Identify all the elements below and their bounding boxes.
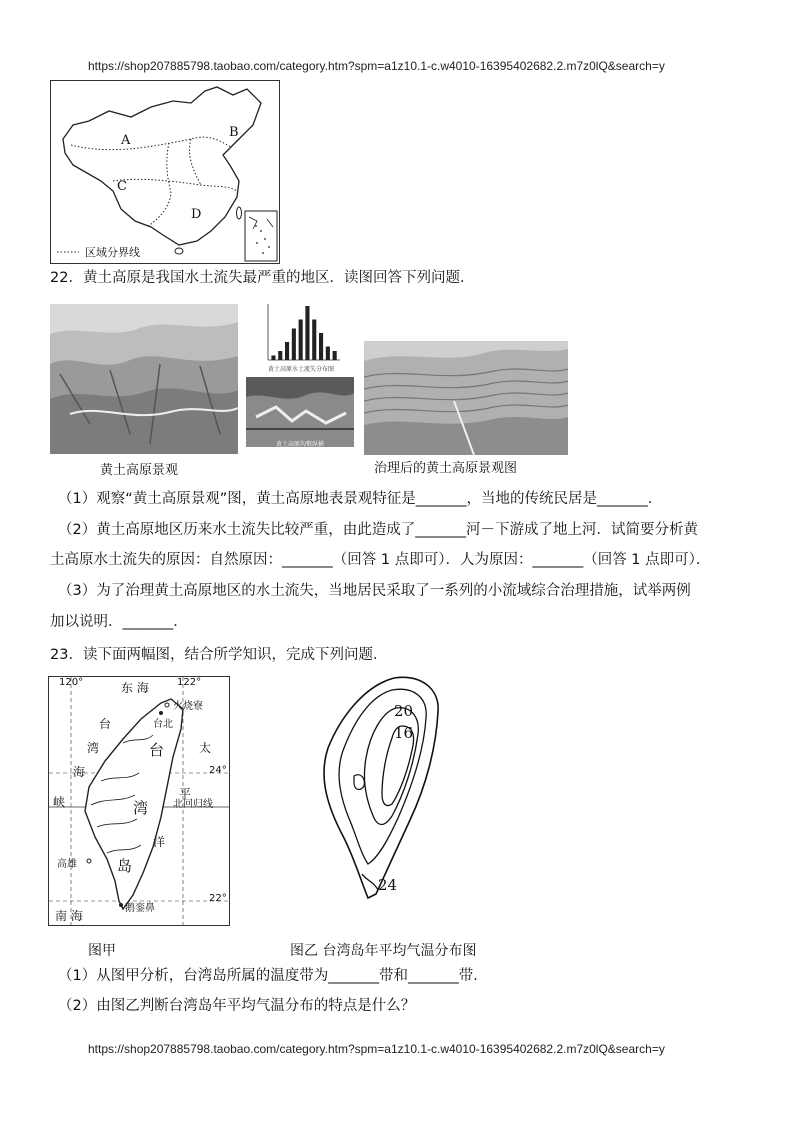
lon-122-label: 122°: [177, 677, 202, 688]
island-char-2: 湾: [133, 799, 149, 817]
lat-24-label: 24°: [209, 765, 227, 776]
treated-landscape-photo: [364, 341, 568, 455]
header-url: https://shop207885798.taobao.com/category.htm?spm=a1z10.1-c.w4010-16395402682.2.m7z0lQ&search=y: [88, 59, 665, 73]
south-china-sea-label: 南 海: [55, 909, 83, 923]
ocean-char-3: 洋: [153, 835, 166, 849]
coastline: [324, 677, 438, 898]
q23-stem: 23．读下面两幅图，结合所学知识，完成下列问题．: [50, 647, 388, 663]
q22-part3-line1: （3）为了治理黄土高原地区的水土流失，当地居民采取了一系列的小流域综合治理措施，试举两例: [58, 583, 691, 599]
map-legend-label: 区域分界线: [85, 246, 140, 259]
taiwan-island: [237, 207, 242, 219]
region-boundary: [71, 137, 231, 150]
ocean-char-2: 平: [179, 787, 192, 801]
chart-bar: [271, 356, 275, 361]
loess-landscape-photo: [50, 304, 238, 454]
q22-part3-line2: 加以说明．_______．: [50, 614, 188, 630]
lat-22-label: 22°: [209, 893, 227, 904]
region-boundary: [189, 139, 201, 185]
hainan-island: [175, 248, 183, 254]
city-dot-huoshaoliao: [165, 703, 169, 707]
tropic-label: 北回归线: [173, 799, 213, 810]
isotherm-label-16: 16: [394, 724, 414, 742]
city-label-kaohsiung: 高雄: [57, 859, 77, 870]
region-label-a: A: [121, 133, 131, 148]
region-label-c: C: [117, 179, 127, 194]
china-outline: [63, 87, 261, 245]
island-char-3: 岛: [117, 857, 133, 875]
ocean-char-1: 太: [199, 741, 212, 755]
strait-char-1: 台: [99, 717, 112, 731]
chart-bar: [299, 320, 303, 361]
chart-bar: [319, 333, 323, 360]
region-label-b: B: [229, 125, 239, 140]
chart-bar: [278, 351, 282, 360]
region-label-d: D: [191, 207, 202, 222]
gully-caption: 黄土高原沟壑纵横: [276, 441, 325, 447]
erosion-chart: [254, 298, 344, 374]
footer-url: https://shop207885798.taobao.com/category.htm?spm=a1z10.1-c.w4010-16395402682.2.m7z0lQ&search=y: [88, 1042, 665, 1056]
strait-char-4: 峡: [53, 795, 66, 809]
fig-a-caption: 图甲: [88, 943, 116, 959]
q22-part2-line2: 土高原水土流失的原因：自然原因：_______（回答 1 点即可）．人为原因：_______（回答 1 点即可）．: [50, 552, 711, 568]
city-label-huoshaoliao: 火烧寮: [173, 701, 203, 712]
lon-120-label: 120°: [59, 677, 84, 688]
region-boundary: [147, 143, 171, 227]
taiwan-isotherm-map: [308, 668, 468, 908]
city-label-taipei: 台北: [153, 719, 173, 730]
chart-bar: [333, 351, 337, 360]
gully-photo: [246, 377, 354, 447]
taiwan-map-a: [48, 676, 230, 926]
isotherm-small-loop: [354, 775, 364, 790]
region-boundary: [113, 179, 237, 191]
city-label-eluanbi: 鹅銮鼻: [125, 903, 155, 914]
chart-bar: [312, 320, 316, 361]
chart-bar: [326, 347, 330, 361]
south-sea-islands: [255, 225, 270, 254]
island-char-1: 台: [149, 741, 165, 759]
chart-bar: [305, 306, 309, 360]
isotherm-label-20: 20: [394, 702, 414, 720]
q22-part1: （1）观察“黄土高原景观”图，黄土高原地表景观特征是_______，当地的传统民居是_______．: [58, 491, 663, 507]
china-region-map: [50, 80, 280, 264]
q22-stem: 22．黄土高原是我国水土流失最严重的地区．读图回答下列问题．: [50, 270, 475, 286]
strait-char-3: 海: [73, 765, 86, 779]
city-dot-eluanbi: [119, 903, 123, 907]
chart-bar: [292, 329, 296, 361]
q23-part1: （1）从图甲分析，台湾岛所属的温度带为_______带和_______带．: [58, 968, 488, 984]
fig1-caption: 黄土高原景观: [100, 463, 179, 478]
q22-part2-line1: （2）黄土高原地区历来水土流失比较严重，由此造成了_______河－下游成了地上河．试简要分析黄: [58, 522, 698, 538]
fig3-caption: 治理后的黄土高原景观图: [374, 461, 518, 476]
east-china-sea-label: 东 海: [121, 681, 149, 695]
city-dot-kaohsiung: [87, 859, 91, 863]
chart-caption: 黄土高原水土流失分布图: [268, 366, 335, 373]
isotherm-label-24: 24: [378, 876, 398, 894]
south-sea-inset: [245, 211, 277, 261]
q23-part2: （2）由图乙判断台湾岛年平均气温分布的特点是什么？: [58, 998, 416, 1014]
chart-bar: [285, 342, 289, 360]
fig-b-caption: 图乙 台湾岛年平均气温分布图: [290, 943, 477, 959]
strait-char-2: 湾: [87, 741, 100, 755]
